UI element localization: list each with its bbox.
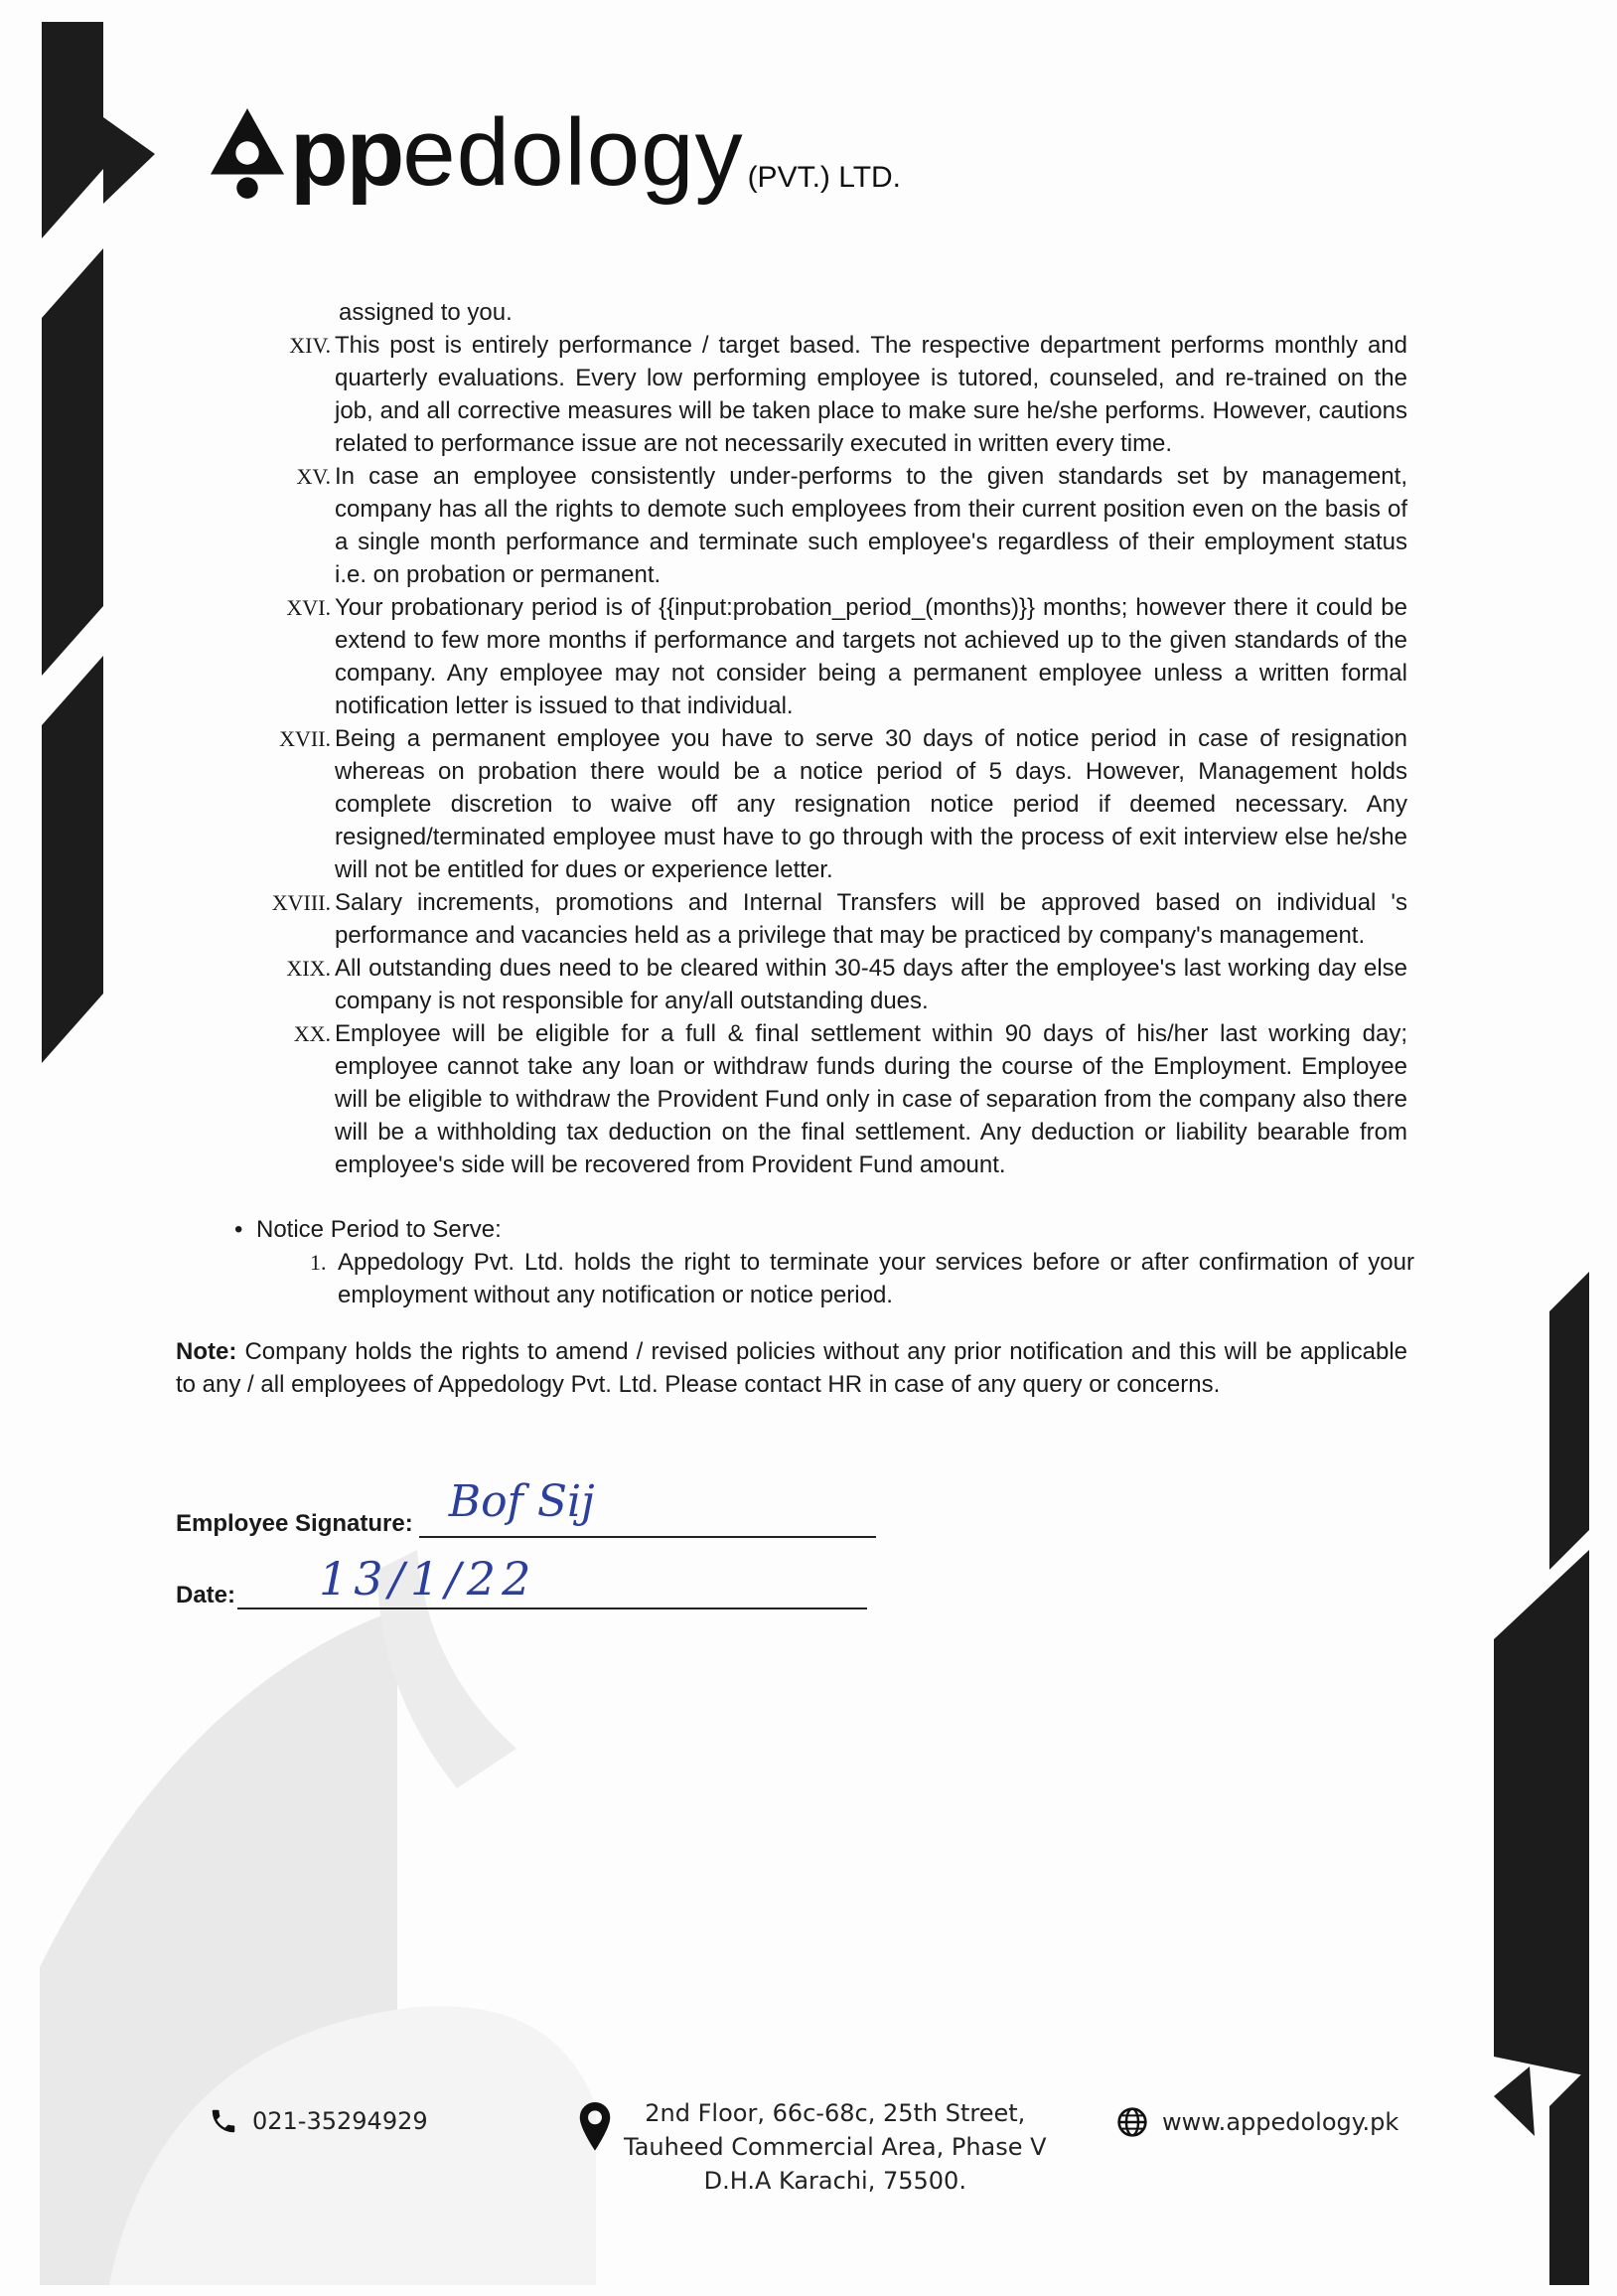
website-link[interactable]: www.appedology.pk xyxy=(1162,2108,1399,2136)
clause-item xyxy=(0,886,1617,952)
clause-text: This post is entirely performance / target based. The respective department performs monthly and quarterly evaluations. Every low performing employee is tutored, counseled, and re-trained on the job, and all corrective measures will be taken place to make sure he/she performs. However, cautions related to performance issue are not necessarily executed in written every time. xyxy=(335,332,1407,457)
address-line: D.H.A Karachi, 75500. xyxy=(703,2167,966,2195)
clause-item xyxy=(0,1017,1617,1181)
signature-field[interactable] xyxy=(419,1476,876,1538)
clause-number: XVI. xyxy=(286,595,331,620)
note-paragraph xyxy=(176,1335,1407,1401)
clause-text: Salary increments, promotions and Internal Transfers will be approved based on individual 's performance and vacancies held as a privilege that may be practiced by company's management. xyxy=(335,889,1407,949)
date-handwriting: 13/1/22 xyxy=(319,1552,537,1606)
location-pin-icon xyxy=(578,2102,612,2152)
clause-item xyxy=(0,460,1617,591)
date-label: Date: xyxy=(176,1582,236,1608)
appedology-logo-mark xyxy=(209,105,286,201)
clause-item xyxy=(0,722,1617,886)
note-label: Note: xyxy=(176,1338,237,1365)
phone-icon xyxy=(209,2106,238,2136)
footer-phone xyxy=(209,2106,428,2136)
clause-number: XVIII. xyxy=(271,890,331,915)
footer-address xyxy=(578,2096,1047,2198)
continuation-text: assigned to you. xyxy=(339,299,513,326)
signature-row xyxy=(176,1476,876,1538)
phone-number: 021-35294929 xyxy=(252,2107,428,2135)
signature-handwriting: Bof Sij xyxy=(448,1476,595,1527)
clause-number: XIV. xyxy=(289,333,331,358)
note-text: Company holds the rights to amend / revised policies without any prior notification and this will be applicable to any / all employees of Appedology Pvt. Ltd. Please contact HR in case of any query or concerns. xyxy=(176,1338,1408,1398)
logo-suffix: (PVT.) LTD. xyxy=(747,161,902,194)
address-line: Tauheed Commercial Area, Phase V xyxy=(624,2133,1047,2161)
notice-item-text: Appedology Pvt. Ltd. holds the right to terminate your services before or after confirmation of your employment without any notification or notice period. xyxy=(338,1249,1414,1308)
clause-item xyxy=(0,329,1617,460)
clause-text: In case an employee consistently under-performs to the given standards set by management, company has all the rights to demote such employees from their current position even on the basis of a single month performance and terminate such employee's regardless of their employment status i.e. on probation or permanent. xyxy=(335,463,1407,588)
logo-text-light: edology xyxy=(402,99,744,206)
clause-text: Being a permanent employee you have to serve 30 days of notice period in case of resignation whereas on probation there would be a notice period of 5 days. However, Management holds complete discretion to waive off any resignation notice period if deemed necessary. Any resigned/terminated employee must have to go through with the process of exit interview else he/she will not be entitled for dues or experience letter. xyxy=(335,725,1407,883)
signature-label: Employee Signature: xyxy=(176,1510,413,1537)
clause-item xyxy=(0,952,1617,1017)
clause-number: XX. xyxy=(293,1021,331,1046)
clause-number: XIX. xyxy=(286,956,331,981)
notice-heading: Notice Period to Serve: xyxy=(256,1216,502,1243)
clause-list xyxy=(0,329,1617,1181)
notice-item-number: 1. xyxy=(310,1250,327,1275)
footer-website xyxy=(1116,2106,1398,2138)
document-body xyxy=(0,296,1617,1401)
date-field[interactable] xyxy=(237,1552,867,1609)
bullet-icon: • xyxy=(234,1216,243,1243)
globe-icon xyxy=(1116,2106,1148,2138)
clause-text: Employee will be eligible for a full & final settlement within 90 days of his/her last working day; employee cannot take any loan or withdraw funds during the course of the Employment. Employee will be eligible to withdraw the Provident Fund only in case of separation from the company also there will be a withholding tax deduction on the final settlement. Any deduction or liability bearable from employee's side will be recovered from Provident Fund amount. xyxy=(335,1020,1407,1178)
notice-section xyxy=(0,1213,1617,1311)
date-row xyxy=(176,1552,867,1609)
company-logo xyxy=(209,91,902,206)
clause-text: All outstanding dues need to be cleared within 30-45 days after the employee's last working day else company is not responsible for any/all outstanding dues. xyxy=(335,955,1407,1014)
clause-number: XVII. xyxy=(279,726,331,751)
address-line: 2nd Floor, 66c-68c, 25th Street, xyxy=(645,2099,1026,2127)
notice-item xyxy=(310,1246,1617,1311)
clause-item xyxy=(0,591,1617,722)
clause-number: XV. xyxy=(296,464,331,489)
logo-text-bold: pp xyxy=(290,99,403,206)
notice-heading-row xyxy=(234,1213,1617,1246)
clause-text: Your probationary period is of {{input:probation_period_(months)}} months; however there it could be extend to few more months if performance and targets not achieved up to the given standards of the company. Any employee may not consider being a permanent employee unless a written formal notification letter is issued to that individual. xyxy=(335,594,1407,719)
